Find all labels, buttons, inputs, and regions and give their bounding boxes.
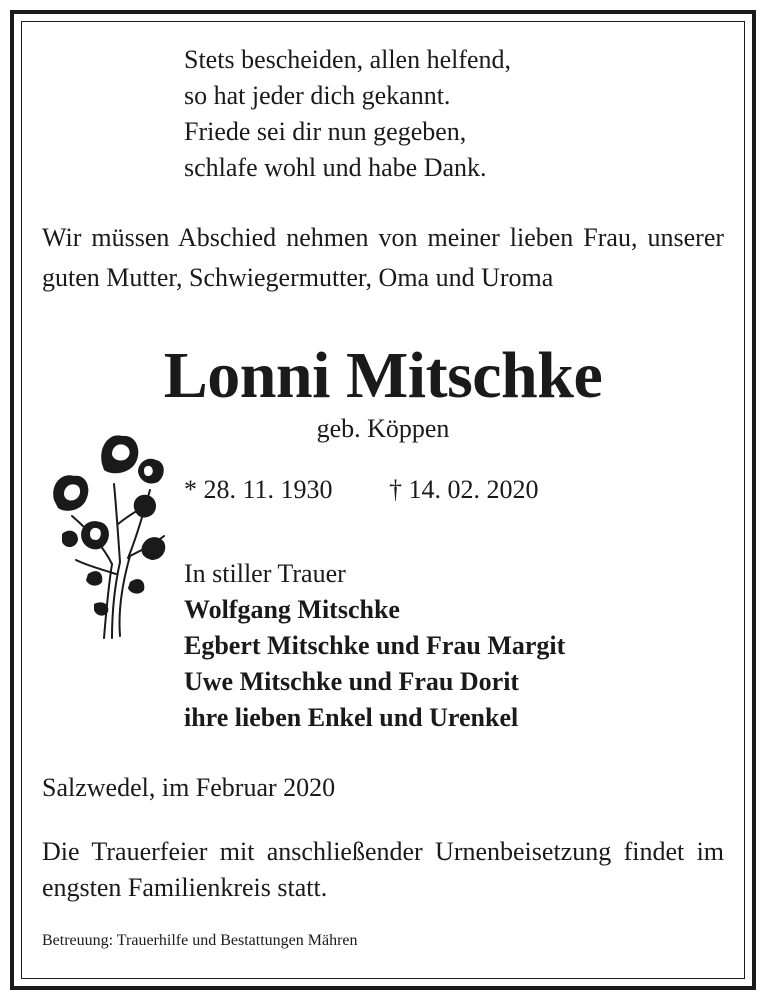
poem-line: schlafe wohl und habe Dank. xyxy=(184,153,487,182)
poem xyxy=(184,42,511,186)
maiden-name: geb. Köppen xyxy=(316,414,450,443)
ceremony-paragraph xyxy=(42,834,724,906)
rose-bouquet-icon xyxy=(42,424,172,644)
intro-line: Wir müssen Abschied nehmen von meiner lieben Frau, xyxy=(42,223,638,252)
mourner-name: ihre lieben Enkel und Urenkel xyxy=(184,703,519,732)
intro-line: unserer guten Mutter, Schwiegermutter, Oma und xyxy=(42,223,725,292)
poem-line: Stets bescheiden, allen helfend, xyxy=(184,45,512,74)
funeral-home-credit: Betreuung: Trauerhilfe und Bestattungen Mähren xyxy=(42,932,358,949)
mourners-heading: In stiller Trauer xyxy=(184,559,346,588)
intro-paragraph xyxy=(42,218,724,298)
poem-line: so hat jeder dich gekannt. xyxy=(184,81,451,110)
place-and-date: Salzwedel, im Februar 2020 xyxy=(42,773,336,802)
ceremony-line: Die Trauerfeier mit anschließender Urnenbeisetzung xyxy=(42,837,612,866)
ceremony-line: findet im engsten Familienkreis statt. xyxy=(42,837,725,902)
death-date: † 14. 02. 2020 xyxy=(389,475,539,504)
deceased-name: Lonni Mitschke xyxy=(163,339,603,412)
mourner-name: Uwe Mitschke und Frau Dorit xyxy=(184,667,520,696)
mourner-name: Wolfgang Mitschke xyxy=(184,595,400,624)
life-dates xyxy=(184,472,539,508)
intro-line: Uroma xyxy=(481,263,554,292)
mourner-name: Egbert Mitschke und Frau Margit xyxy=(184,631,566,660)
birth-date: * 28. 11. 1930 xyxy=(184,475,333,504)
mourners-block xyxy=(184,556,565,736)
poem-line: Friede sei dir nun gegeben, xyxy=(184,117,467,146)
